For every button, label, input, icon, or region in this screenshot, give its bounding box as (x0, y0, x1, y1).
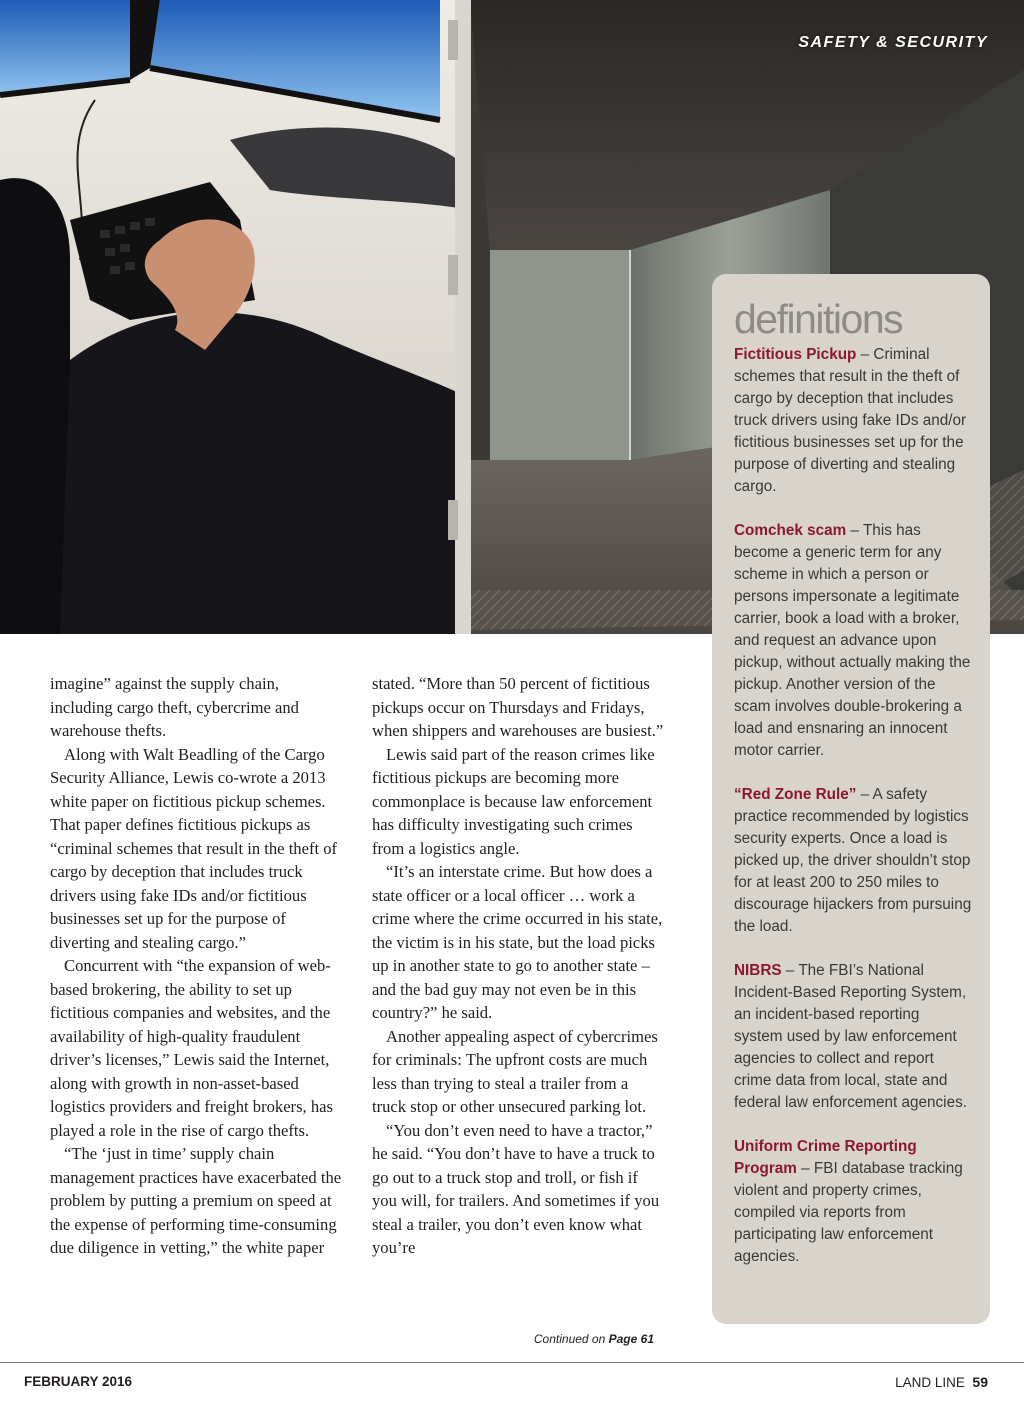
section-tag: SAFETY & SECURITY (798, 34, 988, 51)
definition-item (734, 784, 972, 938)
sidebar-title: definitions (734, 296, 903, 342)
paragraph: stated. “More than 50 percent of fictitious pickups occur on Thursdays and Fridays, when shippers and warehouses are busiest.” (372, 674, 664, 740)
paragraph: Concurrent with “the expansion of web-based brokering, the ability to set up fictitious companies and websites, and the availability of high-quality fraudulent driver’s licenses,” Lewis said the Internet, along with growth in non-asset-based logistics providers and freight brokers, has played a role in the rise of cargo thefts. (50, 956, 333, 1140)
paragraph: Lewis said part of the reason crimes like fictitious pickups are becoming more commonplace is because law enforcement has difficulty investigating such crimes from a logistics angle. (372, 744, 655, 858)
continued-page: Page 61 (608, 1332, 654, 1346)
continued-prefix: Continued on (533, 1332, 606, 1346)
definition-text: – FBI database tracking violent and property crimes, compiled via reports from participating law enforcement agencies. (734, 1160, 963, 1265)
definition-item (734, 1136, 972, 1268)
page-number: 59 (972, 1374, 988, 1390)
paragraph: “The ‘just in time’ supply chain management practices have exacerbated the problem by putting a premium on speed at the expense of performing time-consuming due diligence in vetting,” the white paper (50, 1144, 342, 1257)
definition-text: – Criminal schemes that result in the theft of cargo by deception that includes truck drivers using fake IDs and/or fictitious businesses set up for the purpose of diverting and stealing cargo. (734, 346, 967, 495)
footer-date: FEBRUARY 2016 (24, 1374, 133, 1389)
definition-text: – A safety practice recommended by logistics security experts. Once a load is picked up, the driver shouldn’t stop for at least 200 to 250 miles to discourage hijackers from pursuing the load. (734, 786, 972, 935)
hooded-figure (0, 178, 70, 634)
definitions-sidebar (712, 274, 990, 1324)
paragraph: “It’s an interstate crime. But how does a state officer or a local officer … work a crime where the crime occurred in his state, the victim is in his state, but the load picks up in another state to go to another state – and the bad guy may not even be in this country?” he said. (372, 862, 663, 1022)
footer-rule (0, 1362, 1024, 1363)
paragraph: imagine” against the supply chain, including cargo theft, cybercrime and warehouse thefts. (50, 674, 299, 740)
paragraph: Along with Walt Beadling of the Cargo Security Alliance, Lewis co-wrote a 2013 white paper on fictitious pickup schemes. That paper defines fictitious pickups as “criminal schemes that result in the theft of cargo by deception that includes truck drivers using fake IDs and/or fictitious businesses set up for the purpose of diverting and stealing cargo.” (50, 744, 338, 952)
definition-term: Fictitious Pickup (734, 346, 857, 363)
definition-term: NIBRS (734, 962, 782, 979)
definition-term: “Red Zone Rule” (734, 786, 857, 803)
paragraph: “You don’t even need to have a tractor,” he said. “You don’t have to have a truck to go out to a truck stop and troll, or fish if you will, for trailers. And sometimes if you steal a trailer, you don’t even know what you’re (372, 1120, 660, 1257)
footer-folio (895, 1374, 988, 1390)
publication-name: LAND LINE (895, 1375, 965, 1390)
article-column-1 (50, 672, 342, 1260)
definition-text: – The FBI’s National Incident-Based Reporting System, an incident-based reporting system used by law enforcement agencies to collect and report crime data from local, state and federal law enforcement agencies. (734, 962, 967, 1111)
definition-term: Uniform Crime Reporting Program (734, 1138, 917, 1177)
definition-item (734, 344, 972, 498)
definition-item (734, 520, 972, 762)
definition-text: – This has become a generic term for any scheme in which a person or persons impersonate a legitimate carrier, book a load with a broker, and request an advance upon pickup, without actually making the pickup. Another version of the scam involves double-brokering a load and ensnaring an innocent motor carrier. (734, 522, 971, 759)
definition-item (734, 960, 972, 1114)
definition-term: Comchek scam (734, 522, 847, 539)
article-column-2 (372, 672, 664, 1260)
paragraph: Another appealing aspect of cybercrimes for criminals: The upfront costs are much less than trying to steal a trailer from a truck stop or other unsecured parking lot. (372, 1026, 658, 1116)
continued-on-link[interactable] (372, 1332, 654, 1346)
